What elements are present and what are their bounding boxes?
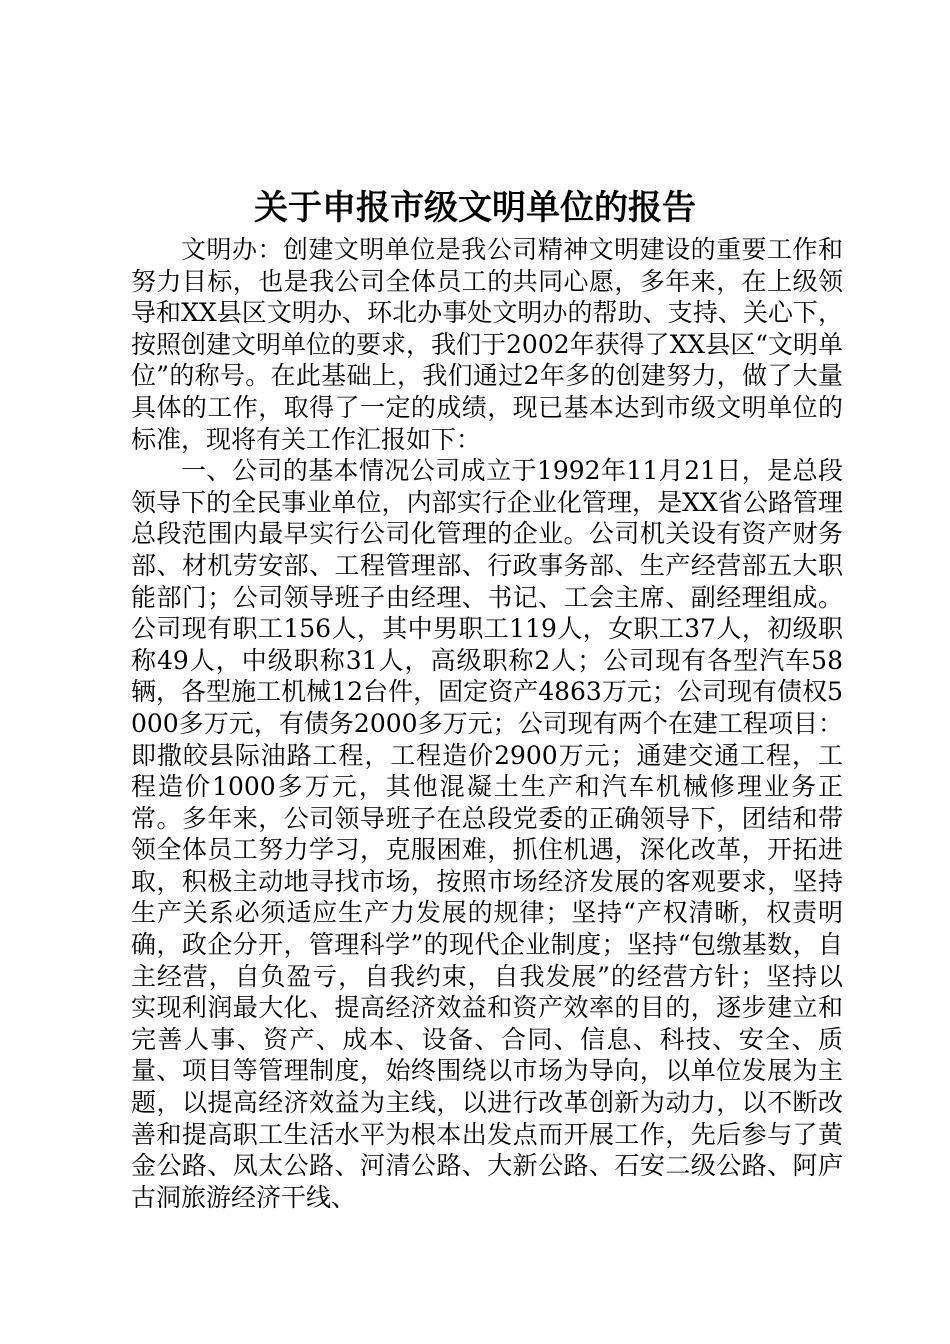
document-body	[131, 234, 843, 1213]
paragraph-intro: 文明办：创建文明单位是我公司精神文明建设的重要工作和努力目标，也是我公司全体员工的共同心愿，多年来，在上级领导和XX县区文明办、环北办事处文明办的帮助、支持、关心下，按照创建文明单位的要求，我们于2002年获得了XX县区“文明单位”的称号。在此基础上，我们通过2年多的创建努力，做了大量具体的工作，取得了一定的成绩，现已基本达到市级文明单位的标准，现将有关工作汇报如下：	[131, 235, 844, 454]
document-title: 关于申报市级文明单位的报告	[254, 188, 696, 228]
paragraph-company-overview: 一、公司的基本情况公司成立于1992年11月21日，是总段领导下的全民事业单位，内部实行企业化管理，是XX省公路管理总段范围内最早实行公司化管理的企业。公司机关设有资产财务部、材机劳安部、工程管理部、行政事务部、生产经营部五大职能部门；公司领导班子由经理、书记、工会主席、副经理组成。公司现有职工156人，其中男职工119人，女职工37人，初级职称49人，中级职称31人，高级职称2人；公司现有各型汽车58辆，各型施工机械12台件，固定资产4863万元；公司现有债权5000多万元，有债务2000多万元；公司现有两个在建工程项目：即撒皎县际油路工程，工程造价2900万元；通建交通工程，工程造价1000多万元，其他混凝土生产和汽车机械修理业务正常。多年来，公司领导班子在总段党委的正确领导下，团结和带领全体员工努力学习，克服困难，抓住机遇，深化改革，开拓进取，积极主动地寻找市场，按照市场经济发展的客观要求，坚持生产关系必须适应生产力发展的规律；坚持“产权清晰，权责明确，政企分开，管理科学”的现代企业制度；坚持“包缴基数，自主经营，自负盈亏，自我约束，自我发展”的经营方针；坚持以实现利润最大化、提高经济效益和资产效率的目的，逐步建立和完善人事、资产、成本、设备、合同、信息、科技、安全、质量、项目等管理制度，始终围绕以市场为导向，以单位发展为主题，以提高经济效益为主线，以进行改革创新为动力，以不断改善和提高职工生活水平为根本出发点而开展工作，先后参与了黄金公路、凤太公路、河清公路、大新公路、石安二级公路、阿庐古洞旅游经济干线、	[131, 456, 843, 1212]
